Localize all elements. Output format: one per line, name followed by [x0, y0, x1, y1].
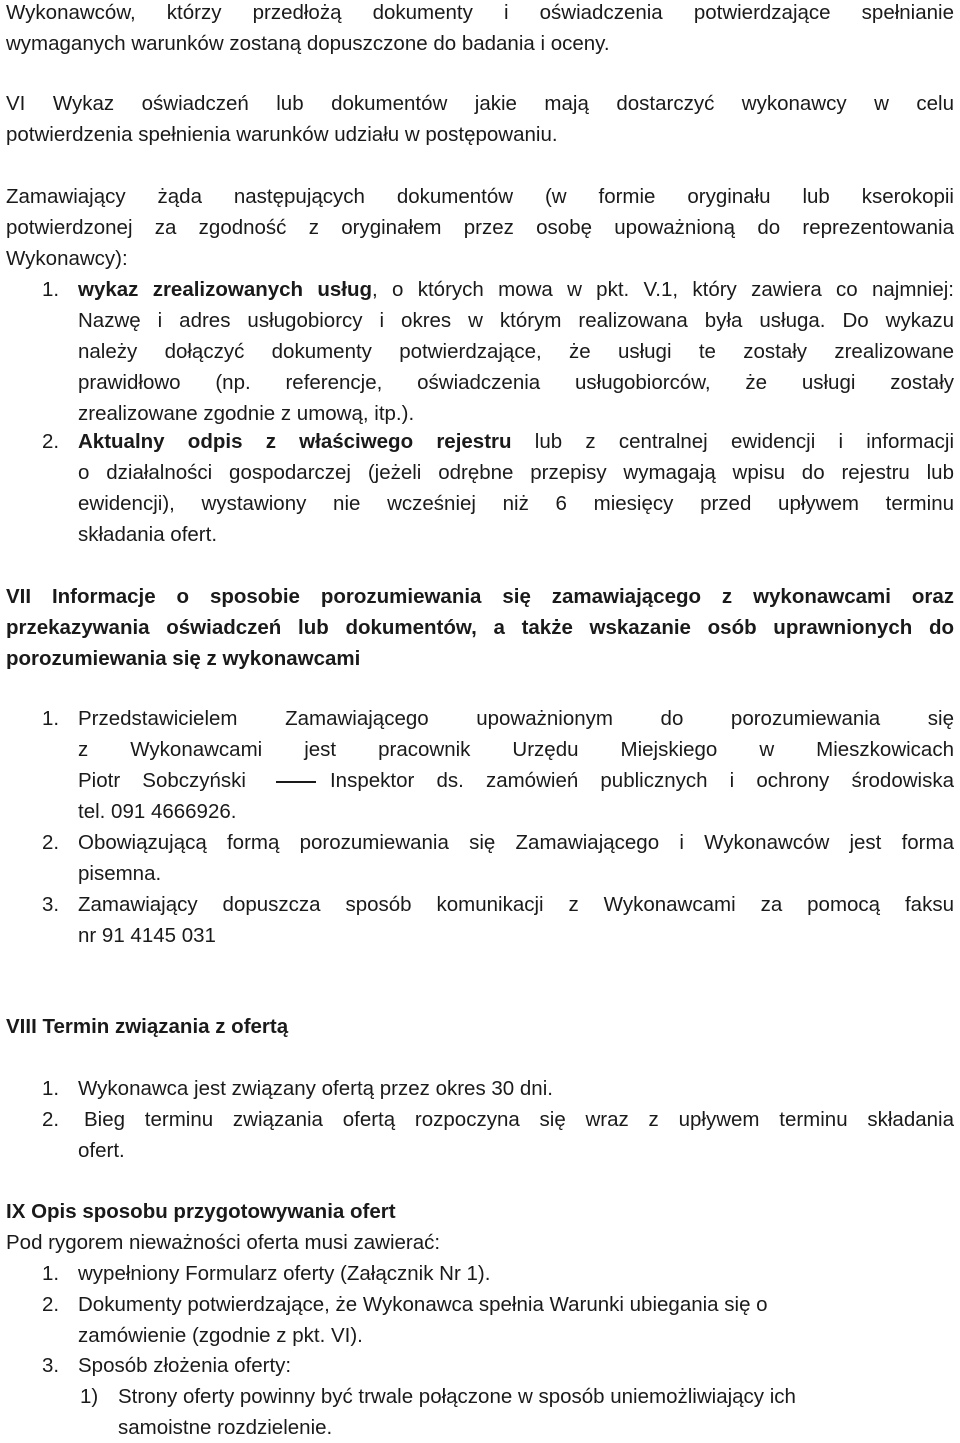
- list-number: 2.: [42, 430, 60, 453]
- text-line: o działalności gospodarczej (jeżeli odrębne przepisy wymagają wpisu do rejestru lub: [78, 461, 954, 484]
- list-number: 1.: [42, 1077, 60, 1100]
- text-line: Bieg terminu związania ofertą rozpoczyna się wraz z upływem terminu składania: [84, 1108, 954, 1131]
- text-line: potwierdzonej za zgodność z oryginałem przez osobę upoważnioną do reprezentowania: [6, 216, 954, 239]
- list-item: [42, 827, 954, 889]
- text-line: składania ofert.: [78, 523, 218, 546]
- list-item: [42, 889, 954, 951]
- text-line: wypełniony Formularz oferty (Załącznik Nr 1).: [78, 1262, 491, 1285]
- list-item: [42, 274, 954, 429]
- text-line: Wykonawców, którzy przedłożą dokumenty i oświadczenia potwierdzające spełnianie: [6, 1, 954, 24]
- list-number: 3.: [42, 1354, 60, 1377]
- list-item: [42, 1350, 954, 1381]
- text-line: Nazwę i adres usługobiorcy i okres w którym realizowana była usługa. Do wykazu: [78, 309, 954, 332]
- sub-list-item: [80, 1381, 954, 1443]
- list-number: 1): [80, 1385, 99, 1408]
- text-line: Wykonawca jest związany ofertą przez okres 30 dni.: [78, 1077, 553, 1100]
- text-line: Dokumenty potwierdzające, że Wykonawca spełnia Warunki ubiegania się o: [78, 1293, 768, 1316]
- list-item: [42, 426, 954, 550]
- heading-line: przekazywania oświadczeń lub dokumentów, a także wskazanie osób uprawnionych do: [6, 616, 954, 639]
- text-line: ofert.: [78, 1139, 125, 1162]
- text-line: z Wykonawcami jest pracownik Urzędu Miejskiego w Mieszkowicach: [78, 738, 954, 761]
- dash-separator: [276, 781, 316, 783]
- text-segment: lub z centralnej ewidencji i informacji: [511, 430, 955, 453]
- section-ix-heading: IX Opis sposobu przygotowywania ofert: [6, 1200, 396, 1223]
- person-role: Inspektor ds. zamówień publicznych i ochrony środowiska: [329, 769, 954, 792]
- list-number: 2.: [42, 831, 60, 854]
- section-vi-paragraph: [6, 181, 954, 274]
- list-number: 1.: [42, 278, 60, 301]
- text-line: należy dołączyć dokumenty potwierdzające, że usługi te zostały zrealizowane: [78, 340, 954, 363]
- bold-text: wykaz zrealizowanych usług: [78, 278, 373, 301]
- text-line: Przedstawicielem Zamawiającego upoważnionym do porozumiewania się: [78, 707, 954, 730]
- list-number: 2.: [42, 1108, 60, 1131]
- text-line: samoistne rozdzielenie.: [118, 1416, 333, 1439]
- text-line: prawidłowo (np. referencje, oświadczenia usługobiorców, że usługi zostały: [78, 371, 954, 394]
- text-line: wymaganych warunków zostaną dopuszczone do badania i oceny.: [6, 32, 610, 55]
- section-ix-block: [6, 1196, 954, 1258]
- text-line: pisemna.: [78, 862, 162, 885]
- heading-line: VI Wykaz oświadczeń lub dokumentów jakie mają dostarczyć wykonawcy w celu: [6, 92, 954, 115]
- text-line: zamówienie (zgodnie z pkt. VI).: [78, 1324, 363, 1347]
- list-item: [42, 1289, 954, 1351]
- text-line: Zamawiający dopuszcza sposób komunikacji z Wykonawcami za pomocą faksu: [78, 893, 954, 916]
- section-vi-heading: [6, 88, 954, 150]
- phone-line: tel. 091 4666926.: [78, 800, 237, 823]
- list-item: [42, 703, 954, 827]
- person-name: Piotr Sobczyński: [78, 769, 246, 792]
- list-number: 1.: [42, 1262, 60, 1285]
- text-segment: , o których mowa w pkt. V.1, który zawiera co najmniej:: [372, 278, 955, 301]
- text-line: Strony oferty powinny być trwale połączone w sposób uniemożliwiający ich: [118, 1385, 796, 1408]
- list-item: [42, 1073, 954, 1104]
- text-line: Sposób złożenia oferty:: [78, 1354, 292, 1377]
- text-line: ewidencji), wystawiony nie wcześniej niż 6 miesięcy przed upływem terminu: [78, 492, 954, 515]
- heading-line: porozumiewania się z wykonawcami: [6, 647, 361, 670]
- text-line: Zamawiający żąda następujących dokumentów (w formie oryginału lub kserokopii: [6, 185, 954, 208]
- text-line: Wykonawcy):: [6, 247, 128, 270]
- bold-text: Aktualny odpis z właściwego rejestru: [78, 430, 512, 453]
- intro-paragraph: [6, 0, 954, 59]
- section-ix-intro: Pod rygorem nieważności oferta musi zawierać:: [6, 1231, 441, 1254]
- text-line: zrealizowane zgodnie z umową, itp.).: [78, 402, 415, 425]
- section-vii-heading: [6, 581, 954, 674]
- heading-line: VII Informacje o sposobie porozumiewania się zamawiającego z wykonawcami oraz: [6, 585, 954, 608]
- list-number: 3.: [42, 893, 60, 916]
- text-line: Obowiązującą formą porozumiewania się Zamawiającego i Wykonawców jest forma: [78, 831, 954, 854]
- fax-line: nr 91 4145 031: [78, 924, 216, 947]
- heading-line: potwierdzenia spełnienia warunków udziału w postępowaniu.: [6, 123, 558, 146]
- list-item: [42, 1258, 954, 1289]
- list-number: 2.: [42, 1293, 60, 1316]
- list-item: [42, 1104, 954, 1166]
- section-viii-heading: VIII Termin związania z ofertą: [6, 1015, 289, 1038]
- list-number: 1.: [42, 707, 60, 730]
